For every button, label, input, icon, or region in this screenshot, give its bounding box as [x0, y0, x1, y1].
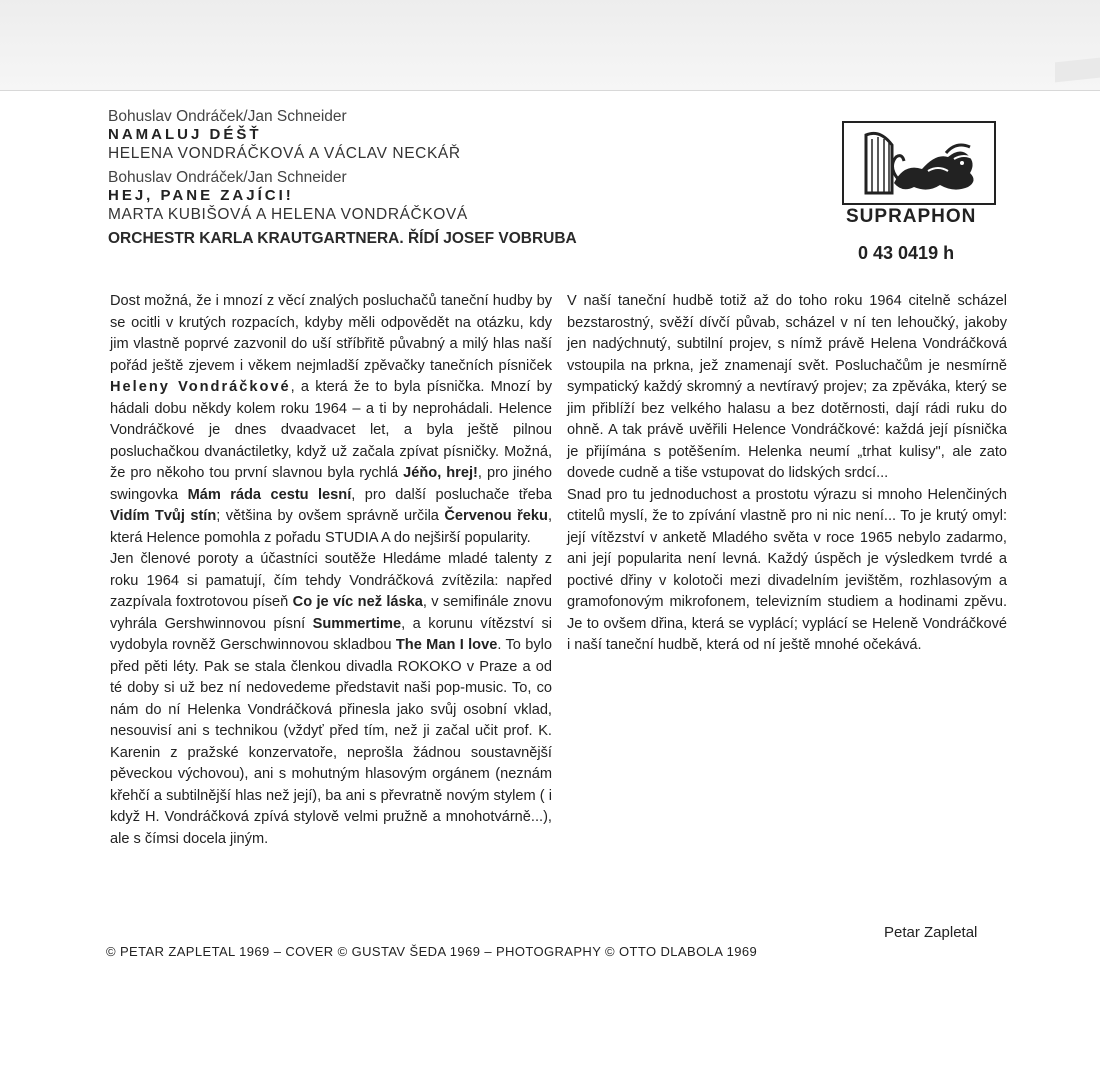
text-run: Dost možná, že i mnozí z věcí znalých posluchačů taneční hudby by se ocitli v krutých rozpacích, kdyby měli odpovědět na otázku, kdy jim vlastně poprvé zazvonil do uší stříbřitě půvabný a milý hlas naší pořád ještě zjevem i věkem nejmladší zpěvačky tanečních písniček [110, 293, 552, 374]
text-run: . To bylo před pěti léty. Pak se stala členkou divadla ROKOKO v Praze a od té doby si už bez ní nedovedeme představit naši pop-music. To, co nám do ní Helenka Vondráčková přinesla jako svůj osobní vklad, nesouvisí ani s technikou (vždyť před tím, než ji začal učit prof. K. Karenin z pražské konzervatoře, neprošla žádnou soustavnější pěveckou výchovou), ani s mohutným hlasovým orgánem (neznám křehčí a subtilnější hlas než její), ba ani s převratně novým stylem ( i když H. Vondráčková zpívá stylově velmi pružně a mnohotvárně...), ale s čímsi docela jiným. [110, 637, 552, 847]
track1-performers: HELENA VONDRÁČKOVÁ A VÁCLAV NECKÁŘ [108, 145, 461, 162]
liner-notes-column-right [567, 291, 1007, 657]
song-highlight: Mám ráda cestu lesní [187, 486, 352, 503]
text-run: , a korunu vítězství si vydobyla rovněž Gerschwinnovou skladbou [110, 615, 553, 653]
song-highlight: Summertime [312, 615, 402, 632]
liner-notes-column-left [110, 291, 552, 850]
text-run: , která Helence pomohla z pořadu STUDIA A do nejširší popularity. [110, 508, 552, 546]
author-signature: Petar Zapletal [884, 924, 978, 941]
supraphon-logo-graphic [844, 123, 994, 203]
track-listing [108, 107, 668, 248]
song-highlight: Vidím Tvůj stín [110, 508, 217, 524]
track2-composers: Bohuslav Ondráček/Jan Schneider [108, 169, 347, 186]
text-run: Jen členové poroty a účastníci soutěže Hledáme mladé talenty z roku 1964 si pamatují, čím tehdy Vondráčková zvítězila: napřed zazpívala foxtrotovou píseň [110, 551, 552, 610]
liner-paragraph-1 [110, 291, 552, 549]
track2-performers: MARTA KUBIŠOVÁ A HELENA VONDRÁČKOVÁ [108, 206, 468, 223]
liner-paragraph-2 [110, 549, 552, 850]
song-highlight: Jéňo, hrej! [403, 465, 478, 481]
sleeve-top-flap [0, 0, 1100, 91]
catalog-number: 0 43 0419 h [858, 243, 955, 263]
song-highlight: Červenou řeku [444, 508, 548, 524]
brand-name: SUPRAPHON [846, 206, 977, 227]
song-highlight: Co je víc než láska [292, 594, 423, 610]
orchestra-credit: ORCHESTR KARLA KRAUTGARTNERA. ŘÍDÍ JOSEF VOBRUBA [108, 230, 577, 247]
text-run: ; většina by ovšem správně určila [216, 508, 445, 524]
copyright-credits: © PETAR ZAPLETAL 1969 – COVER © GUSTAV ŠEDA 1969 – PHOTOGRAPHY © OTTO DLABOLA 1969 [106, 944, 758, 959]
track1-composers: Bohuslav Ondráček/Jan Schneider [108, 108, 347, 125]
liner-paragraph-3: V naší taneční hudbě totiž až do toho roku 1964 citelně scházel bezstarostný, svěží dívčí půvab, scházel v ní ten lehoučký, jakoby jen nadýchnutý, subtilní projev, s nímž právě Helena Vondráčková vstoupila na prkna, jež znamenají svět. Posluchačům je nesmírně sympatický každý skromný a nevtíravý projev; za zpěváka, který se jim přiblíží bez velkého halasu a bez dotěrnosti, dají rádi ruku do ohně. A tak právě uvěřili Helence Vondráčkové: každá její písnička je přijímána s potěšením. Helenka neumí „trhat kulisy", ale zato dovede cudně a tiše vstupovat do lidských srdcí... [567, 293, 1007, 481]
text-run: , pro jiného swingovka [110, 465, 552, 503]
text-run: , pro další posluchače třeba [351, 486, 552, 503]
supraphon-lion-harp-icon [842, 121, 996, 205]
song-highlight: The Man I love [395, 637, 498, 653]
text-run: , v semifinále znovu vyhrála Gershwinnovou písní [110, 594, 552, 632]
track1-title: NAMALUJ DÉŠŤ [108, 126, 262, 143]
artist-name-highlight: Heleny Vondráčkové [110, 379, 291, 395]
track2-title: HEJ, PANE ZAJÍCI! [108, 187, 294, 204]
liner-paragraph-4: Snad pro tu jednoduchost a prostotu výrazu si mnoho Helenčiných ctitelů myslí, že to zpívání vlastně pro ni nic není... To je krutý omyl: její vítězství v anketě Mladého světa v roce 1965 nebylo zadarmo, ani její popularita není levná. Každý úspěch je výsledkem tvrdé a poctivé dřiny v kolotoči mezi divadelním jevištěm, rozhlasovým a gramofonovým mikrofonem, televizním studiem a hodinami zpěvu. Je to ovšem dřina, která se vyplácí; vyplácí se Heleně Vondráčkové i naší taneční hudbě, která od ní ještě mnohé očekává. [567, 486, 1007, 653]
text-run: , a která že to byla písnička. Mnozí by hádali dobu někdy kolem roku 1964 – a ti by neprohádali. Helence Vondráčkové je dnes dvaadvacet let, a byla ještě pilnou posluchačkou dvanáctiletky, když už začala zpívat písničky. Možná, že pro někoho tou první slavnou byla rychlá [110, 379, 553, 481]
